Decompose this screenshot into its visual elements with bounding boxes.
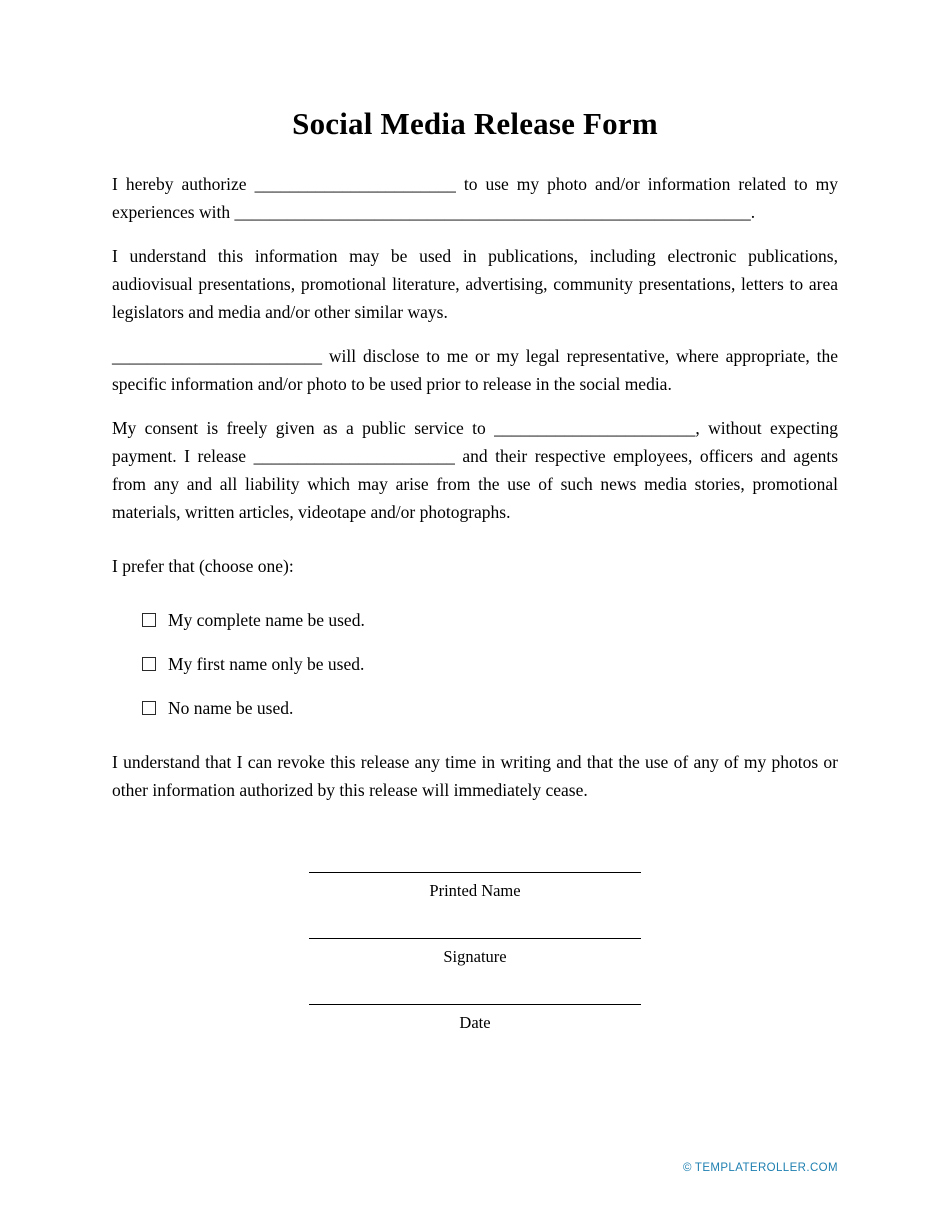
- blank-released-party[interactable]: _______________________: [253, 446, 455, 466]
- text-segment: I understand that I can revoke this release any time in writing and that the use of any of my photos or other information authorized by this release will immediately cease.: [112, 752, 838, 800]
- text-segment: and their respective employees, officers and agents from any and all liability which may arise from the use of such news media stories, promotional materials, written articles, videotape and/or photographs.: [112, 446, 839, 522]
- checkbox-icon[interactable]: [142, 657, 156, 671]
- printed-name-field: [309, 872, 641, 902]
- text-segment: will disclose to me or my legal representative, where appropriate, the specific information and/or photo to be used prior to release in the social media.: [112, 346, 838, 394]
- option-first-name-only[interactable]: [142, 650, 838, 678]
- option-complete-name[interactable]: [142, 606, 838, 634]
- option-label: My first name only be used.: [168, 654, 365, 674]
- option-label: My complete name be used.: [168, 610, 365, 630]
- paragraph-consent: [112, 414, 838, 526]
- blank-disclosing-party[interactable]: ________________________: [112, 346, 322, 366]
- paragraph-usage: [112, 242, 838, 326]
- signature-line[interactable]: [309, 938, 641, 939]
- templateroller-link[interactable]: TEMPLATEROLLER.COM: [694, 1162, 838, 1174]
- option-label: No name be used.: [168, 698, 294, 718]
- date-line[interactable]: [309, 1004, 641, 1005]
- text-segment: I hereby authorize: [112, 174, 255, 194]
- copyright-symbol: ©: [683, 1162, 692, 1174]
- text-segment: .: [750, 202, 756, 222]
- text-segment: , without expecting payment. I release: [112, 418, 838, 466]
- date-field: [309, 1004, 641, 1034]
- footer: [683, 1162, 838, 1174]
- checkbox-icon[interactable]: [142, 613, 156, 627]
- signature-label: Signature: [443, 947, 507, 966]
- blank-public-service-party[interactable]: _______________________: [494, 418, 696, 438]
- paragraph-authorization: [112, 170, 838, 226]
- page-title: Social Media Release Form: [292, 106, 658, 141]
- signature-field: [309, 938, 641, 968]
- blank-experiences-with[interactable]: ___________________________________________________________: [234, 202, 751, 222]
- blank-authorized-party[interactable]: _______________________: [254, 174, 456, 194]
- name-preference-options: [112, 606, 838, 722]
- text-segment: I understand this information may be used in publications, including electronic publications, audiovisual presentations, promotional literature, advertising, community presentations, letters to area legislators and media and/or other similar ways.: [112, 246, 838, 322]
- printed-name-label: Printed Name: [429, 881, 521, 900]
- option-no-name[interactable]: [142, 694, 838, 722]
- name-preference-label: I prefer that (choose one):: [112, 556, 294, 576]
- printed-name-line[interactable]: [309, 872, 641, 873]
- paragraph-disclosure: [112, 342, 838, 398]
- paragraph-revocation: [112, 748, 838, 804]
- text-segment: to use my photo and/or information related to my experiences with: [112, 174, 838, 222]
- checkbox-icon[interactable]: [142, 701, 156, 715]
- signature-block: [112, 872, 838, 1070]
- date-label: Date: [459, 1013, 491, 1032]
- text-segment: My consent is freely given as a public service to: [112, 418, 495, 438]
